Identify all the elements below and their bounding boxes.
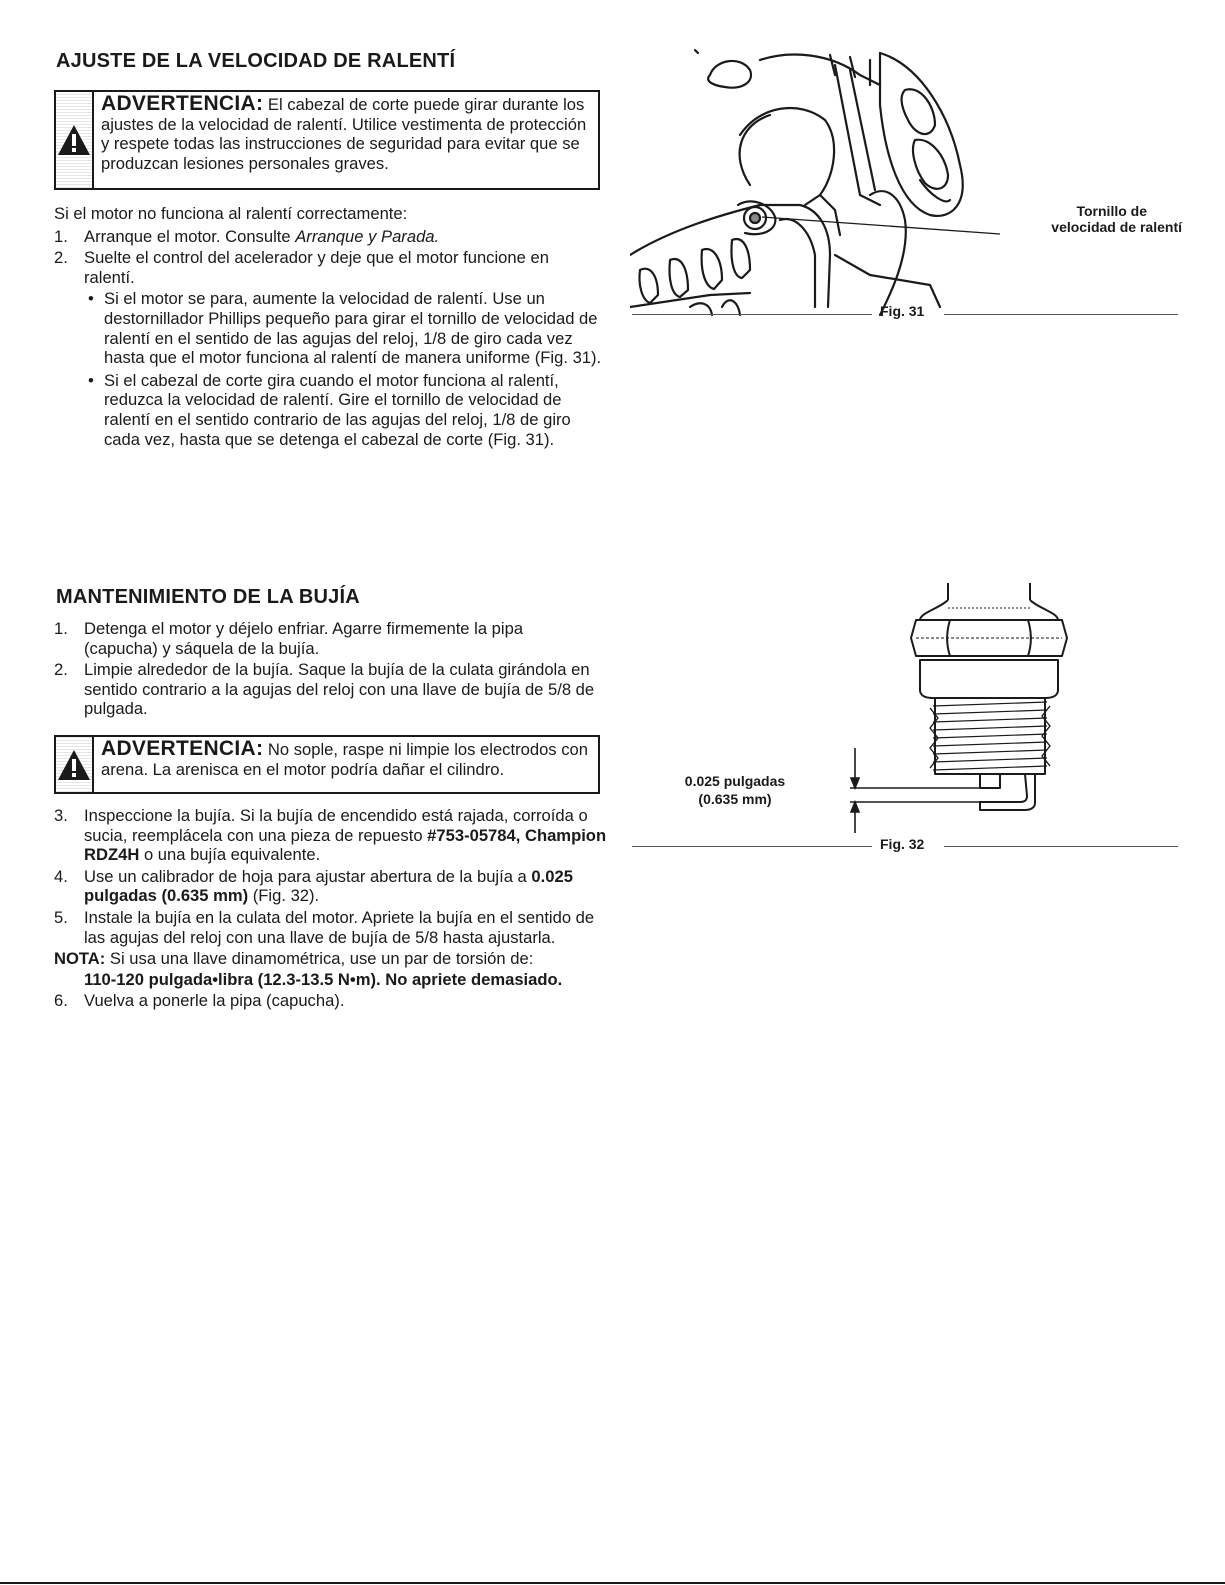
section1-body	[54, 204, 604, 452]
warning-icon-cell	[56, 737, 94, 792]
section2-steps-b	[54, 806, 609, 1013]
spark-plug-illustration	[820, 578, 1080, 838]
warning-box-ralenti	[54, 90, 600, 190]
bullet-item: • Si el motor se para, aumente la velocidad de ralentí. Use un destornillador Phillips pequeño para girar el tornillo de velocidad de ralentí en el sentido de las agujas del reloj, 1/8 de giro cada vez hasta que el motor funciona al ralentí de manera uniforme (Fig. 31).	[84, 289, 604, 367]
trimmer-engine-illustration	[630, 45, 1190, 325]
bullet-item: • Si el cabezal de corte gira cuando el motor funciona al ralentí, reduzca la velocidad de ralentí. Gire el tornillo de velocidad de ralentí en el sentido contrario de las agujas del reloj, 1/8 de giro cada vez, hasta que se detenga el cabezal de corte (Fig. 31).	[84, 371, 604, 449]
step-number: 1.	[54, 619, 68, 638]
fig31-rule-left	[632, 314, 872, 315]
step-text: Arranque el motor. Consulte	[84, 226, 296, 246]
idle-screw-label	[1002, 203, 1182, 235]
section-title-bujia: MANTENIMIENTO DE LA BUJÍA	[56, 586, 360, 608]
step-number: 5.	[54, 907, 68, 927]
step-number: 3.	[54, 806, 68, 825]
step-text: Vuelva a ponerle la pipa (capucha).	[84, 991, 345, 1011]
warning-content	[94, 92, 598, 188]
warning-content	[94, 737, 598, 792]
step-item	[54, 619, 599, 658]
step-text: Detenga el motor y déjelo enfriar. Agarre firmemente la pipa (capucha) y sáquela de la bujía.	[84, 619, 524, 658]
bullet-list	[84, 289, 604, 449]
step-item	[54, 991, 609, 1011]
warning-text: El cabezal de corte puede girar durante los ajustes de la velocidad de ralentí. Utilice vestimenta de protección y respete todas las instrucciones de seguridad para evitar que se produzcan lesiones personales graves.	[101, 95, 587, 173]
step-item	[54, 248, 604, 449]
figure-31	[630, 45, 1190, 325]
step-number: 2.	[54, 660, 68, 680]
warning-icon-cell	[56, 92, 94, 188]
step-item	[54, 660, 599, 719]
part-number: #753-05784, Champion RDZ4H	[84, 825, 607, 865]
step-text: (Fig. 32).	[248, 886, 320, 906]
note	[54, 949, 609, 989]
step-item	[54, 806, 609, 865]
warning-title: ADVERTENCIA:	[101, 92, 264, 115]
step-number: 6.	[54, 991, 68, 1011]
fig32-caption: Fig. 32	[880, 836, 925, 852]
step-number: 1.	[54, 226, 68, 246]
step-text: Limpie alrededor de la bujía. Saque la bujía de la culata girándola en sentido contrario a la agujas del reloj con una llave de bujía de 5/8 de pulgada.	[84, 660, 595, 719]
step-text: Use un calibrador de hoja para ajustar abertura de la bujía a	[84, 866, 532, 886]
fig31-rule-right	[944, 314, 1178, 315]
page-bottom-rule	[0, 1582, 1225, 1584]
step-text: Inspeccione la bujía. Si la bujía de encendido está rajada, corroída o sucia, reemplácela con una pieza de repuesto	[84, 806, 588, 845]
step-item	[54, 908, 609, 947]
step-item	[54, 227, 604, 247]
note-text: Si usa una llave dinamométrica, use un par de torsión de:	[105, 949, 534, 969]
step-reference: Arranque y Parada.	[295, 226, 440, 246]
intro-text: Si el motor no funciona al ralentí correctamente:	[54, 204, 408, 223]
gap-label-line2: (0.635 mm)	[698, 791, 772, 807]
step-number: 2.	[54, 248, 68, 268]
step-text: o una bujía equivalente.	[139, 845, 321, 865]
step-item	[54, 867, 609, 906]
step-text: Suelte el control del acelerador y deje que el motor funcione en ralentí.	[84, 248, 549, 287]
fig32-rule-right	[944, 846, 1178, 847]
fig31-caption: Fig. 31	[880, 303, 925, 319]
gap-measurement-label	[665, 772, 805, 808]
gap-label-line1: 0.025 pulgadas	[684, 773, 786, 789]
torque-spec: 110-120 pulgada•libra (12.3-13.5 N•m). No apriete demasiado.	[84, 969, 563, 989]
gap-spec: 0.025 pulgadas (0.635 mm)	[84, 866, 573, 906]
warning-title: ADVERTENCIA:	[101, 737, 264, 760]
warning-triangle-icon	[56, 123, 92, 157]
warning-box-bujia	[54, 735, 600, 794]
fig32-rule-left	[632, 846, 872, 847]
section-title-ralenti: AJUSTE DE LA VELOCIDAD DE RALENTÍ	[56, 50, 456, 72]
warning-text: No sople, raspe ni limpie los electrodos con arena. La arenisca en el motor podría dañar el cilindro.	[101, 740, 588, 779]
warning-triangle-icon	[56, 748, 92, 782]
figure-32	[820, 578, 1080, 838]
section2-steps-a	[54, 619, 599, 721]
idle-screw-label-line1: Tornillo de	[1076, 203, 1147, 219]
note-label: NOTA:	[54, 949, 106, 969]
step-text: Instale la bujía en la culata del motor. Apriete la bujía en el sentido de las agujas del reloj con una llave de bujía de 5/8 hasta ajustarla.	[84, 907, 595, 947]
idle-screw-label-line2: velocidad de ralentí	[1051, 219, 1182, 235]
step-number: 4.	[54, 866, 68, 886]
